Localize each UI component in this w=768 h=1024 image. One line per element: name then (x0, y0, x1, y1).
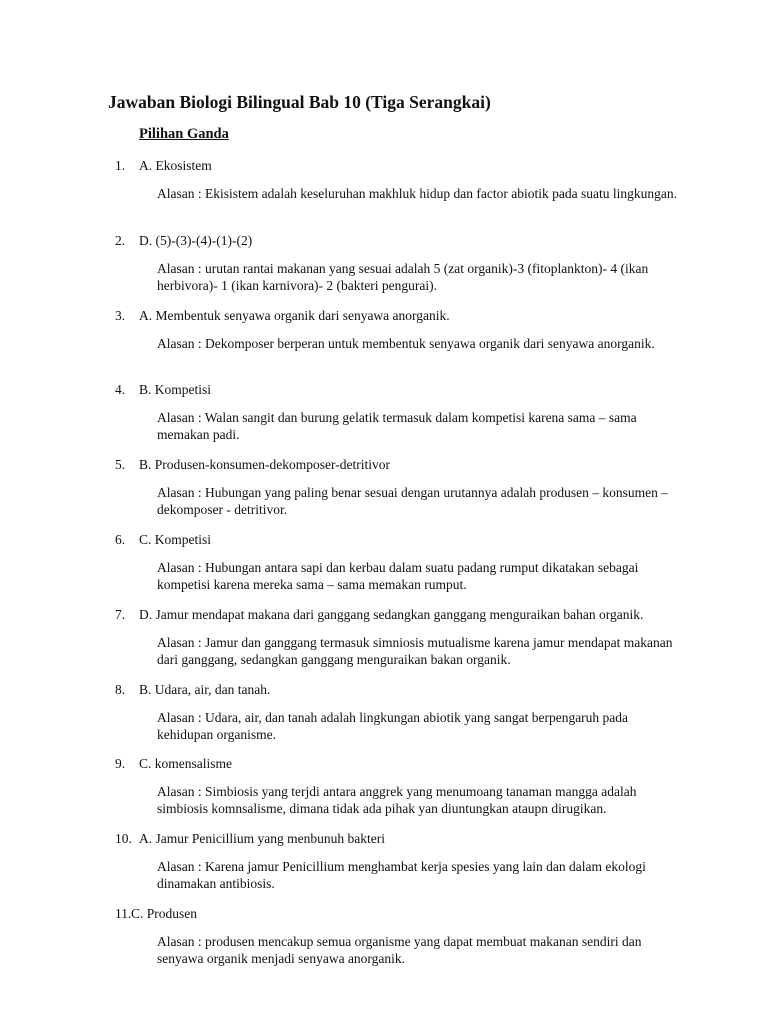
question-item (0, 906, 768, 976)
question-item (0, 158, 768, 228)
question-item (0, 756, 768, 826)
question-number: 7. (115, 607, 126, 622)
question-answer: A. Ekosistem (139, 158, 212, 173)
question-item (0, 682, 768, 752)
question-reason: Alasan : Dekomposer berperan untuk membentuk senyawa organik dari senyawa anorganik. (157, 336, 655, 351)
question-item (0, 382, 768, 452)
question-number: 9. (115, 756, 126, 771)
document-title: Jawaban Biologi Bilingual Bab 10 (Tiga Serangkai) (108, 92, 491, 112)
question-item (0, 607, 768, 677)
question-item (0, 532, 768, 602)
question-answer: D. Jamur mendapat makana dari ganggang sedangkan ganggang menguraikan bahan organik. (139, 607, 644, 622)
question-number: 5. (115, 457, 126, 472)
question-number: 1. (115, 158, 126, 173)
question-item (0, 457, 768, 527)
question-number: 4. (115, 382, 126, 397)
question-reason: Alasan : Karena jamur Penicillium menghambat kerja spesies yang lain dan dalam ekologi dinamakan antibiosis. (157, 859, 646, 891)
question-reason: Alasan : Simbiosis yang terjdi antara anggrek yang menumoang tanaman mangga adalah simbiosis komnsalisme, dimana tidak ada pihak yan diuntungkan ataupn dirugikan. (157, 784, 637, 816)
question-number: 8. (115, 682, 126, 697)
question-reason: Alasan : Jamur dan ganggang termasuk simniosis mutualisme karena jamur mendapat makanan dari ganggang, sedangkan ganggang menguraikan bakan organik. (157, 635, 673, 667)
question-reason: Alasan : Ekisistem adalah keseluruhan makhluk hidup dan factor abiotik pada suatu lingkungan. (157, 186, 677, 201)
question-item (0, 233, 768, 303)
question-number: 6. (115, 532, 126, 547)
question-answer: C. Kompetisi (139, 532, 212, 547)
question-reason: Alasan : produsen mencakup semua organisme yang dapat membuat makanan sendiri dan senyawa organik menjadi senyawa anorganik. (157, 934, 642, 966)
question-answer: B. Udara, air, dan tanah. (139, 682, 271, 697)
question-item (0, 831, 768, 901)
question-answer: B. Kompetisi (139, 382, 212, 397)
question-item (0, 308, 768, 378)
question-answer: A. Jamur Penicillium yang menbunuh bakteri (139, 831, 385, 846)
question-answer: C. komensalisme (139, 756, 232, 771)
question-reason: Alasan : Udara, air, dan tanah adalah lingkungan abiotik yang sangat berpengaruh pada kehidupan organisme. (157, 710, 629, 742)
question-number: 11. (115, 906, 132, 921)
question-answer: B. Produsen-konsumen-dekomposer-detritivor (139, 457, 390, 472)
question-number: 3. (115, 308, 126, 323)
question-reason: Alasan : Hubungan antara sapi dan kerbau dalam suatu padang rumput dikatakan sebagai kompetisi karena mereka sama – sama memakan rumput. (157, 560, 639, 592)
question-answer: A. Membentuk senyawa organik dari senyawa anorganik. (139, 308, 450, 323)
question-number: 2. (115, 233, 126, 248)
question-reason: Alasan : Walan sangit dan burung gelatik termasuk dalam kompetisi karena sama – sama memakan padi. (157, 410, 637, 442)
question-answer: C. Produsen (131, 906, 198, 921)
question-reason: Alasan : urutan rantai makanan yang sesuai adalah 5 (zat organik)-3 (fitoplankton)- 4 (ikan herbivora)- 1 (ikan karnivora)- 2 (bakteri pengurai). (157, 261, 649, 293)
question-answer: D. (5)-(3)-(4)-(1)-(2) (139, 233, 253, 248)
question-reason: Alasan : Hubungan yang paling benar sesuai dengan urutannya adalah produsen – konsumen – dekomposer - detritivor. (157, 485, 668, 517)
question-number: 10. (115, 831, 132, 846)
section-heading-pilihan-ganda: Pilihan Ganda (139, 126, 229, 142)
